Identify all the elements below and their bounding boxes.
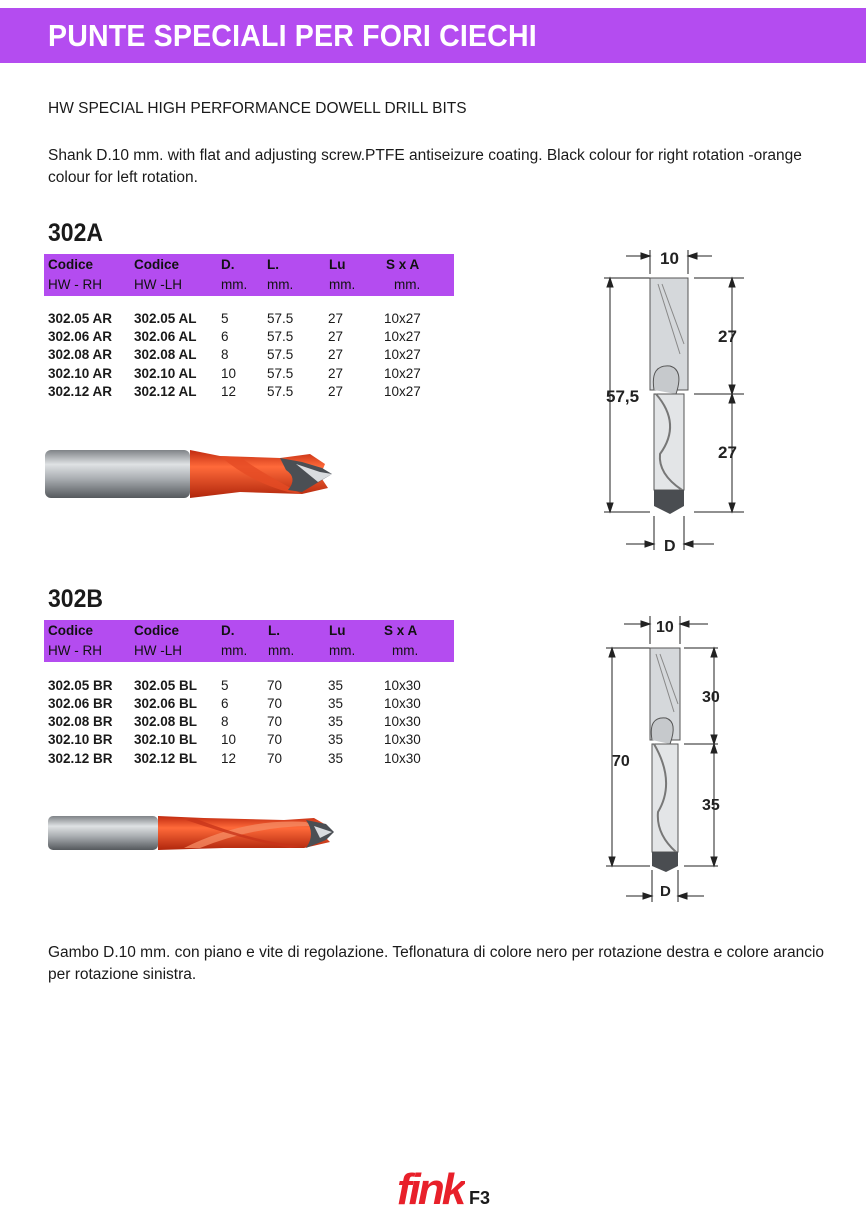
page-header bbox=[0, 8, 866, 63]
sxa-value: 10x27 bbox=[384, 366, 421, 381]
code-lh: 302.08 AL bbox=[134, 347, 197, 362]
lu-value: 27 bbox=[328, 347, 344, 362]
header-codice-rh: Codice bbox=[48, 623, 94, 638]
logo-wordmark: fink bbox=[397, 1165, 464, 1210]
dim-diameter-label: D bbox=[664, 538, 676, 555]
code-rh: 302.08 BR bbox=[48, 714, 113, 729]
length-value: 70 bbox=[267, 678, 283, 693]
lu-value: 27 bbox=[328, 384, 344, 399]
table-row bbox=[44, 311, 454, 329]
dim-length-label: 70 bbox=[612, 753, 630, 770]
page-number: F3 bbox=[469, 1188, 491, 1208]
header-hw-rh: HW - RH bbox=[48, 277, 102, 292]
code-lh: 302.12 AL bbox=[134, 384, 197, 399]
table-row bbox=[44, 751, 454, 769]
header-diameter: D. bbox=[221, 623, 235, 638]
diameter-value: 5 bbox=[221, 678, 229, 693]
length-value: 57.5 bbox=[267, 366, 294, 381]
dimension-diagram-302b bbox=[604, 612, 724, 906]
description-english: Shank D.10 mm. with flat and adjusting screw.PTFE antiseizure coating. Black colour for right rotation -orange colour for left rotation. bbox=[48, 147, 802, 186]
dim-upper-label: 30 bbox=[702, 689, 720, 706]
dim-diameter-label: D bbox=[660, 883, 671, 900]
header-sxa: S x A bbox=[386, 257, 420, 272]
diameter-value: 8 bbox=[221, 714, 229, 729]
lu-value: 35 bbox=[328, 678, 344, 693]
code-rh: 302.10 BR bbox=[48, 732, 113, 747]
code-rh: 302.08 AR bbox=[48, 347, 113, 362]
code-lh: 302.10 BL bbox=[134, 732, 198, 747]
sxa-value: 10x30 bbox=[384, 696, 421, 711]
section-title-302a: 302A bbox=[48, 219, 103, 247]
dim-lower-label: 27 bbox=[718, 443, 737, 462]
header-sxa-unit: mm. bbox=[394, 277, 421, 292]
sxa-value: 10x27 bbox=[384, 329, 421, 344]
diameter-value: 12 bbox=[221, 384, 237, 399]
lu-value: 27 bbox=[328, 311, 344, 326]
header-hw-lh: HW -LH bbox=[134, 643, 182, 658]
code-rh: 302.06 BR bbox=[48, 696, 113, 711]
section-title-302b: 302B bbox=[48, 585, 103, 613]
lu-value: 35 bbox=[328, 714, 344, 729]
header-diameter-unit: mm. bbox=[221, 277, 248, 292]
header-lu-unit: mm. bbox=[329, 643, 356, 658]
code-rh: 302.12 BR bbox=[48, 751, 113, 766]
lu-value: 35 bbox=[328, 696, 344, 711]
diameter-value: 6 bbox=[221, 696, 229, 711]
diameter-value: 6 bbox=[221, 329, 229, 344]
table-row bbox=[44, 366, 454, 384]
header-length-unit: mm. bbox=[267, 277, 294, 292]
code-lh: 302.10 AL bbox=[134, 366, 197, 381]
header-length: L. bbox=[267, 257, 279, 272]
lu-value: 27 bbox=[328, 329, 344, 344]
lu-value: 35 bbox=[328, 732, 344, 747]
sxa-value: 10x27 bbox=[384, 384, 421, 399]
table-row bbox=[44, 329, 454, 347]
length-value: 70 bbox=[267, 714, 283, 729]
header-diameter: D. bbox=[221, 257, 235, 272]
length-value: 57.5 bbox=[267, 347, 294, 362]
length-value: 70 bbox=[267, 751, 283, 766]
code-rh: 302.12 AR bbox=[48, 384, 113, 399]
header-length-unit: mm. bbox=[268, 643, 295, 658]
sxa-value: 10x30 bbox=[384, 714, 421, 729]
header-lu: Lu bbox=[329, 257, 346, 272]
header-codice-lh: Codice bbox=[134, 623, 180, 638]
length-value: 57.5 bbox=[267, 384, 294, 399]
header-length: L. bbox=[268, 623, 280, 638]
header-hw-rh: HW - RH bbox=[48, 643, 102, 658]
dim-width-label: 10 bbox=[660, 249, 679, 268]
header-lu-unit: mm. bbox=[329, 277, 356, 292]
header-hw-lh: HW -LH bbox=[134, 277, 182, 292]
dim-length-label: 57,5 bbox=[606, 387, 640, 406]
page-title: PUNTE SPECIALI PER FORI CIECHI bbox=[48, 18, 537, 53]
code-lh: 302.05 AL bbox=[134, 311, 197, 326]
header-diameter-unit: mm. bbox=[221, 643, 248, 658]
table-row bbox=[44, 714, 454, 732]
table-row bbox=[44, 384, 454, 402]
header-codice-rh: Codice bbox=[48, 257, 94, 272]
fink-logo bbox=[397, 1164, 465, 1210]
table-row bbox=[44, 696, 454, 714]
code-lh: 302.05 BL bbox=[134, 678, 198, 693]
code-rh: 302.10 AR bbox=[48, 366, 113, 381]
sxa-value: 10x30 bbox=[384, 678, 421, 693]
table-header-302b bbox=[44, 620, 454, 662]
diameter-value: 12 bbox=[221, 751, 237, 766]
diameter-value: 10 bbox=[221, 366, 237, 381]
lu-value: 27 bbox=[328, 366, 344, 381]
header-sxa-unit: mm. bbox=[392, 643, 419, 658]
dimension-diagram-302a bbox=[596, 244, 752, 556]
dim-lower-label: 35 bbox=[702, 797, 720, 814]
diameter-value: 8 bbox=[221, 347, 229, 362]
length-value: 70 bbox=[267, 732, 283, 747]
subtitle: HW SPECIAL HIGH PERFORMANCE DOWELL DRILL BITS bbox=[48, 100, 467, 117]
diameter-value: 10 bbox=[221, 732, 237, 747]
length-value: 57.5 bbox=[267, 311, 294, 326]
sxa-value: 10x27 bbox=[384, 347, 421, 362]
code-lh: 302.08 BL bbox=[134, 714, 198, 729]
code-lh: 302.06 BL bbox=[134, 696, 198, 711]
code-rh: 302.05 AR bbox=[48, 311, 113, 326]
code-lh: 302.12 BL bbox=[134, 751, 198, 766]
length-value: 70 bbox=[267, 696, 283, 711]
diameter-value: 5 bbox=[221, 311, 229, 326]
description-italian: Gambo D.10 mm. con piano e vite di regolazione. Teflonatura di colore nero per rotazione destra e colore arancio per rotazione sinistra. bbox=[48, 944, 825, 983]
drill-bit-image-302b bbox=[44, 808, 340, 858]
header-codice-lh: Codice bbox=[134, 257, 180, 272]
table-row bbox=[44, 347, 454, 365]
header-lu: Lu bbox=[329, 623, 346, 638]
header-sxa: S x A bbox=[384, 623, 418, 638]
dim-width-label: 10 bbox=[656, 619, 674, 636]
table-row bbox=[44, 732, 454, 750]
code-lh: 302.06 AL bbox=[134, 329, 197, 344]
length-value: 57.5 bbox=[267, 329, 294, 344]
code-rh: 302.06 AR bbox=[48, 329, 113, 344]
dim-upper-label: 27 bbox=[718, 327, 737, 346]
table-row bbox=[44, 678, 454, 696]
drill-bit-image-302a bbox=[40, 442, 340, 506]
code-rh: 302.05 BR bbox=[48, 678, 113, 693]
sxa-value: 10x30 bbox=[384, 751, 421, 766]
sxa-value: 10x30 bbox=[384, 732, 421, 747]
sxa-value: 10x27 bbox=[384, 311, 421, 326]
table-header-302a bbox=[44, 254, 454, 296]
lu-value: 35 bbox=[328, 751, 344, 766]
